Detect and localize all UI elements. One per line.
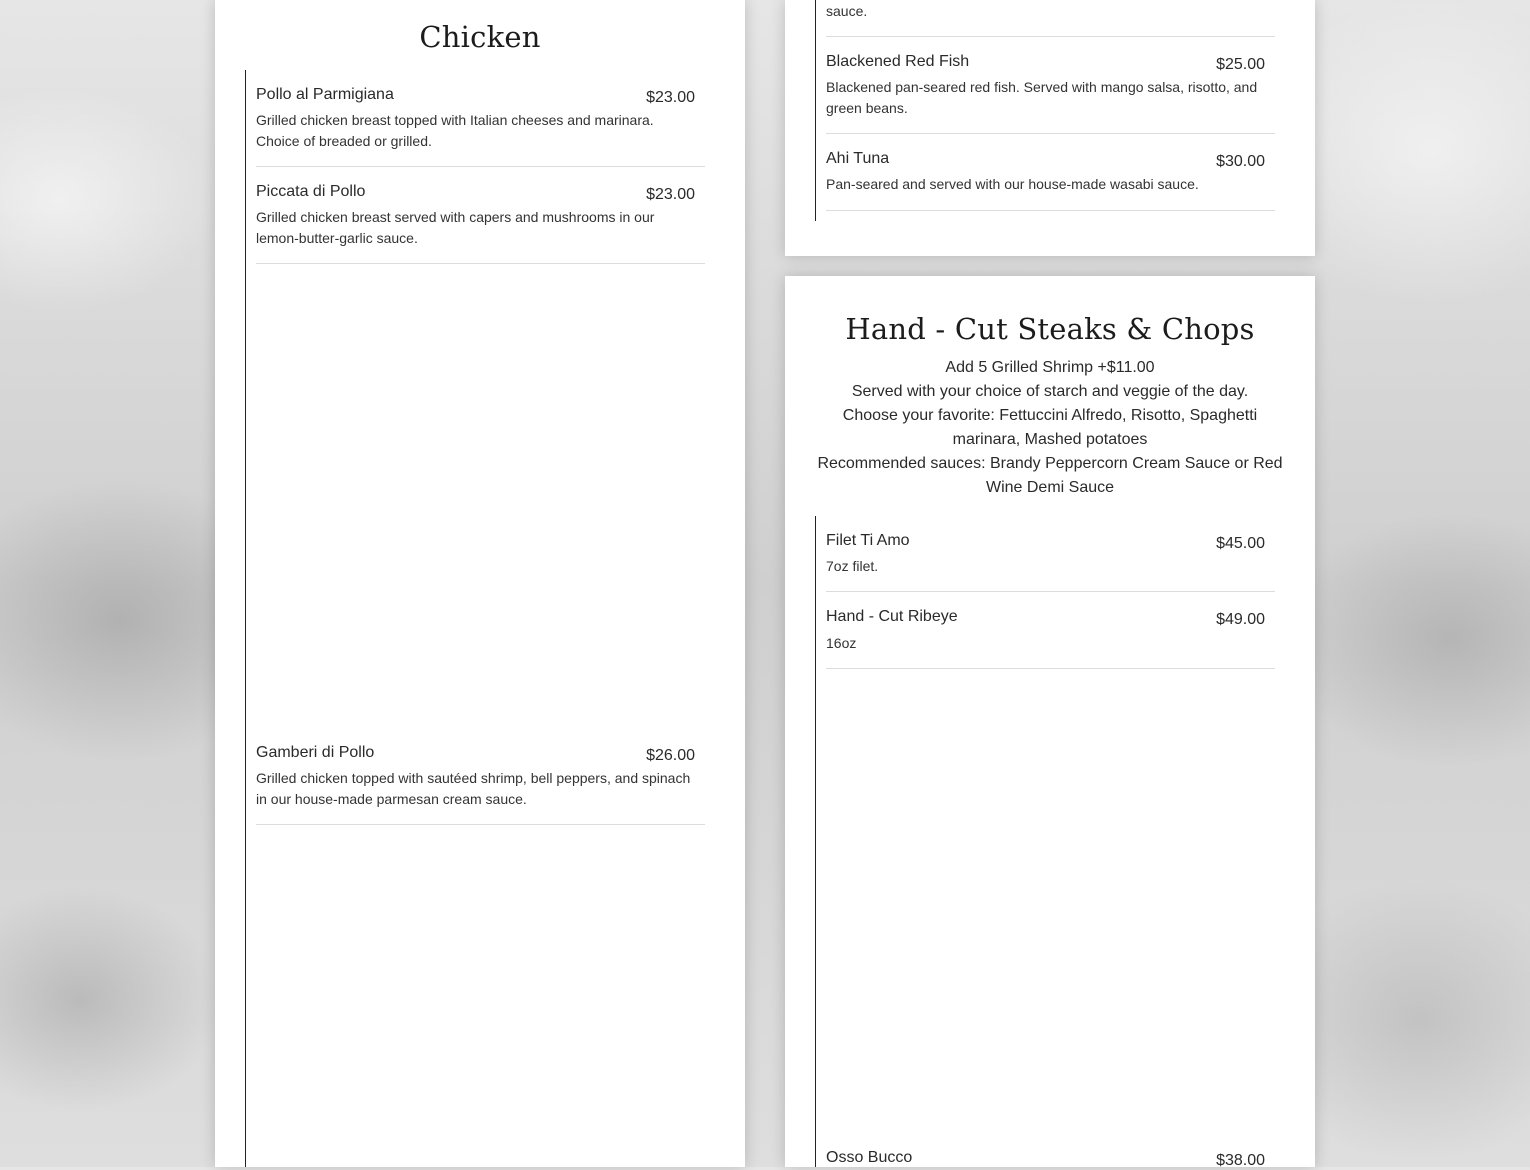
item-description: sauce. — [826, 3, 868, 19]
section-notes — [815, 356, 1285, 500]
item-price: $25.00 — [1216, 56, 1265, 73]
item-description: 7oz filet. — [826, 558, 879, 574]
note-line: Add 5 Grilled Shrimp +$11.00 — [945, 359, 1155, 376]
item-name: Osso Bucco — [826, 1149, 913, 1166]
section-title-steaks: Hand - Cut Steaks & Chops — [845, 312, 1255, 346]
item-divider — [826, 36, 1275, 37]
item-divider — [826, 668, 1275, 669]
section-divider-line — [815, 516, 816, 1167]
item-name: Hand - Cut Ribeye — [826, 608, 958, 625]
item-price: $49.00 — [1216, 611, 1265, 628]
note-line: Served with your choice of starch and veggie of the day. — [851, 383, 1249, 400]
item-name: Gamberi di Pollo — [256, 744, 375, 761]
item-divider — [826, 210, 1275, 211]
item-description: Grilled chicken breast topped with Italian cheeses and marinara. Choice of breaded or grilled. — [256, 112, 654, 149]
item-price: $26.00 — [646, 747, 695, 764]
item-description: Blackened pan-seared red fish. Served with mango salsa, risotto, and green beans. — [826, 79, 1258, 116]
note-line: Choose your favorite: Fettuccini Alfredo, Risotto, Spaghetti marinara, Mashed potatoes — [842, 407, 1258, 448]
section-title-chicken: Chicken — [419, 20, 541, 54]
section-divider-line — [245, 70, 246, 1167]
item-divider — [256, 166, 705, 167]
item-price: $38.00 — [1216, 1152, 1265, 1169]
item-name: Filet Ti Amo — [826, 532, 910, 549]
steaks-menu-card — [785, 276, 1315, 1167]
item-description: 16oz — [826, 635, 857, 651]
section-divider-line — [815, 0, 816, 221]
item-divider — [256, 263, 705, 264]
seafood-menu-card — [785, 0, 1315, 256]
item-name: Pollo al Parmigiana — [256, 86, 394, 103]
item-divider — [826, 591, 1275, 592]
chicken-menu-card — [215, 0, 745, 1167]
item-price: $45.00 — [1216, 535, 1265, 552]
item-divider — [826, 133, 1275, 134]
item-price: $30.00 — [1216, 153, 1265, 170]
item-description: Grilled chicken breast served with capers and mushrooms in our lemon-butter-garlic sauce. — [256, 209, 655, 246]
item-name: Ahi Tuna — [826, 150, 890, 167]
item-name: Piccata di Pollo — [256, 183, 366, 200]
item-price: $23.00 — [646, 186, 695, 203]
item-name: Blackened Red Fish — [826, 53, 970, 70]
note-line: Recommended sauces: Brandy Peppercorn Cream Sauce or Red Wine Demi Sauce — [817, 455, 1283, 496]
item-description: Pan-seared and served with our house-made wasabi sauce. — [826, 176, 1199, 192]
item-description: Grilled chicken topped with sautéed shrimp, bell peppers, and spinach in our house-made parmesan cream sauce. — [256, 770, 691, 807]
item-price: $23.00 — [646, 89, 695, 106]
item-divider — [256, 824, 705, 825]
